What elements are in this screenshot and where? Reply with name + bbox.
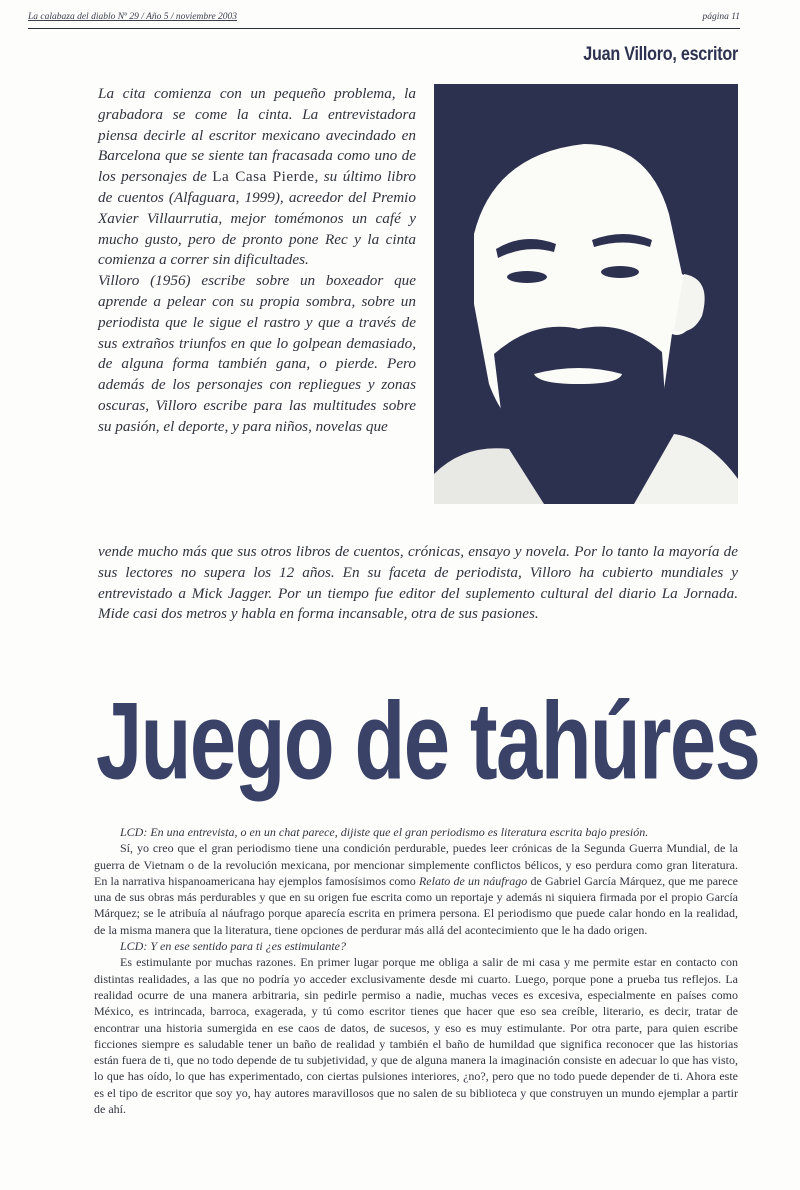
interview-answer-2: Es estimulante por muchas razones. En primer lugar porque me obliga a salir de mi casa y me permite estar en contacto con distintas realidades, a las que no podría yo acceder exclusivamente desde mi cuarto. Luego, porque pone a prueba tus reflejos. La realidad ocurre de una manera arbitraria, sin pedirle permiso a nadie, muchas veces es excesiva, especialmente en países como México, es intrincada, barroca, exagerada, y tú como escritor tienes que hacer que eso sea creíble, literario, es decir, tratar de encontrar una historia sumergida en ese caos de datos, de sucesos, y eso es muy estimulante. Por otra parte, para quien escribe ficciones siempre es saludable tener un baño de realidad y también el baño de humildad que significa reconocer que las historias están fuera de ti, que no todo depende de tu subjetividad, y que de alguna manera la imaginación consiste en adecuar lo que has visto, lo que has oído, lo que has experimentado, con ciertas pulsiones interiores, ¿no?, pero que no todo puede depender de ti. Ahora este es el tipo de escritor que soy yo, hay autores maravillosos que no salen de su biblioteca y que construyen un mundo ejemplar a partir de ahí. bbox=[94, 955, 738, 1117]
author-portrait-photo bbox=[434, 84, 738, 504]
page-number: página 11 bbox=[702, 12, 740, 22]
intro-column bbox=[98, 84, 416, 438]
intro-paragraph-1: La cita comienza con un pequeño problema, la grabadora se come la cinta. La entrevistadora piensa decirle al escritor mexicano avecindado en Barcelona que se siente tan fracasada como uno de los personajes de La Casa Pierde, su último libro de cuentos (Alfaguara, 1999), acreedor del Premio Xavier Villaurrutia, mejor tomémonos un café y mucho gusto, pero de pronto pone Rec y la cinta comienza a correr sin dificultades. bbox=[98, 85, 416, 269]
page-header bbox=[28, 10, 740, 29]
author-label: Juan Villoro, escritor bbox=[583, 44, 738, 65]
portrait-image bbox=[434, 84, 738, 504]
interview-answer-1: Sí, yo creo que el gran periodismo tiene una condición perdurable, puedes leer crónicas de la Segunda Guerra Mundial, de la guerra de Vietnam o de la revolución mexicana, por mencionar simplemente conflictos bélicos, y eso perdura como gran literatura. En la narrativa hispanoamericana hay ejemplos famosísimos como Relato de un náufrago de Gabriel García Márquez, que me parece una de sus obras más perdurables y que en su origen fue escrita como un reportaje y además ni siquiera firmada por el propio García Márquez; se le atribuía al náufrago porque aparecía escrita en primera persona. El periodismo que puede calar hondo en la realidad, de la misma manera que la literatura, tiene opciones de perdurar más allá del acontecimiento que le ha dado origen. bbox=[94, 841, 739, 937]
intro-continued bbox=[98, 542, 738, 625]
intro-paragraph-2-continued: vende mucho más que sus otros libros de cuentos, crónicas, ensayo y novela. Por lo tanto la mayoría de sus lectores no supera los 12 años. En su faceta de periodista, Villoro ha cubierto mundiales y entrevistado a Mick Jagger. Por un tiempo fue editor del suplemento cultural del diario La Jornada. Mide casi dos metros y habla en forma incansable, otra de sus pasiones. bbox=[98, 543, 738, 623]
article-headline: Juego de tahúres bbox=[96, 680, 760, 803]
cited-book-title: Relato de un náufrago bbox=[418, 873, 528, 888]
publication-info: La calabaza del diablo Nº 29 / Año 5 / noviembre 2003 bbox=[28, 12, 238, 22]
intro-paragraph-2: Villoro (1956) escribe sobre un boxeador que aprende a pelear con su propia sombra, sobre un periodista que le sigue el rastro y que a través de sus extraños triunfos en que lo golpean demasiado, de alguna forma también gana, o pierde. Pero además de los personajes con repliegues y zonas oscuras, Villoro escribe para las multitudes sobre su pasión, el deporte, y para niños, novelas que bbox=[98, 272, 416, 435]
interview-question-2: LCD: Y en ese sentido para ti ¿es estimulante? bbox=[120, 939, 346, 954]
interview-body bbox=[94, 824, 738, 1117]
interview-question-1: LCD: En una entrevista, o en un chat parece, dijiste que el gran periodismo es literatura escrita bajo presión. bbox=[120, 825, 649, 839]
book-title: La Casa Pierde bbox=[212, 168, 315, 186]
